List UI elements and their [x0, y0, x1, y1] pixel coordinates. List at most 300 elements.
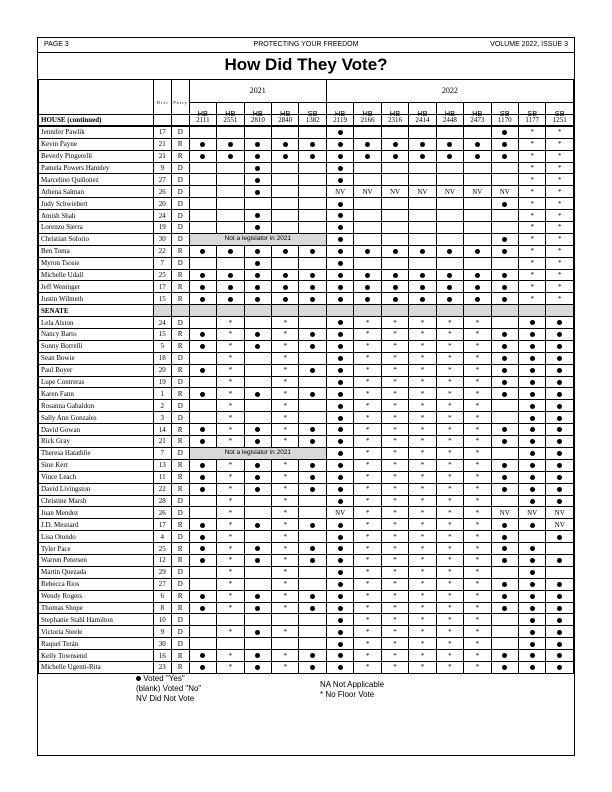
yes-dot-icon [228, 273, 233, 278]
vote-cell: * [381, 436, 408, 448]
vote-cell [299, 638, 326, 650]
legislator-name: Rosanna Gabaldon [39, 400, 154, 412]
vote-cell: * [272, 661, 299, 673]
vote-cell [546, 495, 574, 507]
vote-cell: * [518, 138, 545, 150]
party: R [171, 424, 189, 436]
yes-dot-icon [502, 237, 507, 242]
yes-dot-icon [447, 142, 452, 147]
party: R [171, 650, 189, 662]
vote-cell: NV [436, 186, 463, 198]
vote-cell: * [436, 412, 463, 424]
vote-cell [189, 400, 216, 412]
vote-cell [189, 519, 216, 531]
vote-cell: * [464, 364, 491, 376]
district: 30 [153, 638, 171, 650]
vote-cell [381, 257, 408, 269]
vote-cell [381, 293, 408, 305]
district: 10 [153, 614, 171, 626]
bill-type: SB [519, 103, 546, 126]
vote-cell [189, 578, 216, 590]
district: 1 [153, 388, 171, 400]
vote-cell [491, 436, 518, 448]
vote-cell: * [272, 543, 299, 555]
vote-cell: * [436, 436, 463, 448]
vote-cell: * [272, 519, 299, 531]
vote-cell [491, 614, 518, 626]
vote-cell [326, 317, 353, 329]
yes-dot-icon [338, 546, 343, 551]
vote-cell: * [381, 483, 408, 495]
year-2021-header: 2021 [189, 80, 326, 103]
vote-cell: * [272, 424, 299, 436]
vote-cell [272, 198, 299, 210]
district: 21 [153, 436, 171, 448]
vote-cell [299, 174, 326, 186]
vote-cell: * [354, 352, 381, 364]
vote-cell: * [354, 638, 381, 650]
bill-number: 2810 [244, 115, 271, 127]
yes-dot-icon [530, 546, 535, 551]
vote-cell [189, 507, 216, 519]
vote-cell [299, 352, 326, 364]
yes-dot-icon [228, 297, 233, 302]
yes-dot-icon [200, 332, 205, 337]
yes-dot-icon [338, 392, 343, 397]
district: 16 [153, 650, 171, 662]
district: 25 [153, 543, 171, 555]
yes-dot-icon [338, 344, 343, 349]
table-row [39, 590, 574, 602]
vote-cell [491, 340, 518, 352]
vote-cell: * [464, 638, 491, 650]
vote-cell [189, 198, 216, 210]
yes-dot-icon [255, 178, 260, 183]
yes-dot-icon [310, 285, 315, 290]
yes-dot-icon [502, 558, 507, 563]
yes-dot-icon [338, 249, 343, 254]
vote-cell [491, 412, 518, 424]
legend-yes: Voted "Yes" [136, 674, 201, 684]
vote-cell [409, 174, 436, 186]
vote-cell [189, 222, 216, 234]
yes-dot-icon [255, 439, 260, 444]
table-row [39, 483, 574, 495]
yes-dot-icon [338, 439, 343, 444]
legislator-name: David Livingston [39, 483, 154, 495]
vote-cell [217, 150, 244, 162]
vote-cell [244, 222, 271, 234]
table-row [39, 650, 574, 662]
vote-cell [326, 281, 353, 293]
yes-dot-icon [255, 297, 260, 302]
yes-dot-icon [557, 594, 562, 599]
vote-cell: * [217, 436, 244, 448]
vote-cell: * [464, 650, 491, 662]
vote-cell [244, 519, 271, 531]
yes-dot-icon [310, 154, 315, 159]
bill-type: SB [546, 103, 574, 126]
legend-na: NA Not Applicable [320, 680, 385, 689]
section-fill [217, 305, 244, 317]
vote-cell: * [272, 495, 299, 507]
vote-cell: * [272, 436, 299, 448]
vote-cell: * [409, 507, 436, 519]
vote-cell: * [217, 400, 244, 412]
vote-cell: * [217, 650, 244, 662]
district: 15 [153, 329, 171, 341]
newsletter-name: PROTECTING YOUR FREEDOM [253, 41, 359, 48]
yes-dot-icon [502, 356, 507, 361]
vote-cell: NV [546, 519, 574, 531]
vote-cell [189, 412, 216, 424]
table-row [39, 269, 574, 281]
vote-cell: * [464, 459, 491, 471]
vote-cell: * [354, 447, 381, 459]
vote-cell [436, 222, 463, 234]
yes-dot-icon [530, 499, 535, 504]
vote-cell: * [217, 507, 244, 519]
yes-dot-icon [530, 332, 535, 337]
volume-issue: VOLUME 2022, ISSUE 3 [490, 41, 568, 48]
vote-cell: * [381, 447, 408, 459]
vote-cell [244, 281, 271, 293]
vote-cell [244, 293, 271, 305]
party: D [171, 257, 189, 269]
district: 26 [153, 186, 171, 198]
table-row [39, 364, 574, 376]
yes-dot-icon [530, 463, 535, 468]
vote-cell [326, 519, 353, 531]
party: D [171, 376, 189, 388]
vote-cell: * [409, 590, 436, 602]
table-row [39, 626, 574, 638]
vote-cell [326, 126, 353, 138]
vote-cell: * [354, 650, 381, 662]
bill-type: HB [409, 103, 436, 126]
table-row [39, 186, 574, 198]
vote-cell: * [436, 578, 463, 590]
party: R [171, 150, 189, 162]
vote-cell [326, 554, 353, 566]
vote-cell [491, 126, 518, 138]
yes-dot-icon [502, 154, 507, 159]
district: 6 [153, 590, 171, 602]
section-fill [299, 305, 326, 317]
yes-dot-icon [310, 368, 315, 373]
yes-dot-icon [338, 582, 343, 587]
vote-cell [244, 661, 271, 673]
legislator-name: Martin Quezada [39, 566, 154, 578]
vote-cell [299, 459, 326, 471]
vote-cell: * [546, 174, 574, 186]
vote-cell [244, 174, 271, 186]
vote-cell [299, 590, 326, 602]
vote-cell [299, 543, 326, 555]
vote-cell [244, 400, 271, 412]
vote-cell: * [436, 424, 463, 436]
yes-dot-icon [255, 285, 260, 290]
vote-cell [546, 340, 574, 352]
yes-dot-icon [283, 154, 288, 159]
yes-dot-icon [200, 594, 205, 599]
vote-cell [491, 210, 518, 222]
vote-cell [518, 483, 545, 495]
vote-cell [299, 400, 326, 412]
yes-dot-icon [310, 249, 315, 254]
vote-cell: * [546, 233, 574, 245]
yes-dot-icon [310, 463, 315, 468]
party: D [171, 317, 189, 329]
vote-cell: * [272, 471, 299, 483]
vote-cell [326, 412, 353, 424]
legislator-name: Vince Leach [39, 471, 154, 483]
vote-cell [381, 138, 408, 150]
yes-dot-icon [530, 368, 535, 373]
yes-dot-icon [447, 285, 452, 290]
yes-dot-icon [338, 487, 343, 492]
vote-cell: * [381, 459, 408, 471]
vote-cell [244, 329, 271, 341]
vote-cell [491, 352, 518, 364]
vote-cell [326, 424, 353, 436]
vote-cell [244, 436, 271, 448]
yes-dot-icon [502, 463, 507, 468]
vote-cell [546, 483, 574, 495]
vote-cell [518, 412, 545, 424]
party: R [171, 519, 189, 531]
vote-cell [244, 210, 271, 222]
legislator-name: Rick Gray [39, 436, 154, 448]
vote-cell [381, 162, 408, 174]
yes-dot-icon [283, 249, 288, 254]
yes-dot-icon [557, 368, 562, 373]
vote-cell [217, 257, 244, 269]
legislator-name: Warren Petersen [39, 554, 154, 566]
yes-dot-icon [338, 154, 343, 159]
vote-cell: * [546, 186, 574, 198]
vote-cell [326, 210, 353, 222]
district: 27 [153, 174, 171, 186]
legislator-name: Marcelino Quiñonez [39, 174, 154, 186]
district: 24 [153, 317, 171, 329]
vote-cell: * [217, 471, 244, 483]
vote-cell [299, 554, 326, 566]
yes-dot-icon [502, 523, 507, 528]
yes-dot-icon [502, 535, 507, 540]
yes-dot-icon [200, 273, 205, 278]
yes-dot-icon [447, 154, 452, 159]
vote-cell [244, 566, 271, 578]
table-row [39, 388, 574, 400]
page-frame [37, 37, 575, 756]
vote-cell: * [409, 495, 436, 507]
vote-cell: * [409, 638, 436, 650]
yes-dot-icon [338, 618, 343, 623]
vote-cell [299, 376, 326, 388]
table-row [39, 412, 574, 424]
vote-cell [326, 566, 353, 578]
vote-cell: * [381, 412, 408, 424]
vote-cell: * [546, 293, 574, 305]
vote-cell [244, 471, 271, 483]
yes-dot-icon [338, 320, 343, 325]
vote-cell: NV [381, 186, 408, 198]
vote-cell [546, 412, 574, 424]
vote-cell [244, 531, 271, 543]
vote-cell [464, 293, 491, 305]
yes-dot-icon [502, 546, 507, 551]
vote-cell: * [217, 590, 244, 602]
vote-cell [244, 459, 271, 471]
vote-cell [244, 162, 271, 174]
section-fill [326, 305, 353, 317]
yes-dot-icon [338, 463, 343, 468]
vote-cell [491, 554, 518, 566]
vote-cell: * [381, 531, 408, 543]
vote-cell: * [409, 329, 436, 341]
vote-cell: * [464, 519, 491, 531]
vote-cell: * [354, 578, 381, 590]
yes-dot-icon [557, 416, 562, 421]
yes-dot-icon [338, 404, 343, 409]
yes-dot-icon [255, 606, 260, 611]
yes-dot-icon [338, 570, 343, 575]
party: D [171, 162, 189, 174]
table-row [39, 459, 574, 471]
vote-cell [491, 495, 518, 507]
vote-cell [491, 661, 518, 673]
yes-dot-icon [420, 297, 425, 302]
yes-dot-icon [365, 142, 370, 147]
vote-cell [354, 150, 381, 162]
yes-dot-icon [530, 487, 535, 492]
vote-cell [518, 459, 545, 471]
vote-cell: * [409, 436, 436, 448]
vote-cell: * [217, 495, 244, 507]
vote-cell [491, 364, 518, 376]
vote-cell: * [546, 150, 574, 162]
vote-cell: * [272, 626, 299, 638]
bill-type: HB [271, 103, 298, 126]
yes-dot-icon [310, 439, 315, 444]
yes-dot-icon [338, 630, 343, 635]
vote-cell: * [381, 566, 408, 578]
legislator-name: David Gowan [39, 424, 154, 436]
vote-cell [518, 400, 545, 412]
yes-dot-icon [310, 332, 315, 337]
yes-dot-icon [255, 475, 260, 480]
yes-dot-icon [338, 523, 343, 528]
vote-cell [244, 126, 271, 138]
table-row [39, 578, 574, 590]
vote-cell: * [546, 162, 574, 174]
vote-cell: * [409, 519, 436, 531]
yes-dot-icon [255, 558, 260, 563]
bill-number: 2448 [436, 115, 463, 127]
vote-cell [546, 602, 574, 614]
yes-dot-icon [338, 285, 343, 290]
vote-cell [464, 174, 491, 186]
vote-cell: * [381, 578, 408, 590]
vote-cell: NV [491, 186, 518, 198]
yes-dot-icon [310, 142, 315, 147]
vote-cell: * [464, 447, 491, 459]
vote-cell: * [436, 400, 463, 412]
yes-dot-icon [502, 380, 507, 385]
vote-cell [244, 352, 271, 364]
vote-cell: * [381, 424, 408, 436]
yes-dot-icon [557, 535, 562, 540]
yes-dot-icon [338, 237, 343, 242]
vote-cell [546, 459, 574, 471]
vote-cell: * [546, 281, 574, 293]
vote-cell [244, 483, 271, 495]
yes-dot-icon [255, 166, 260, 171]
vote-cell: * [409, 364, 436, 376]
legislator-name: Christian Solorio [39, 233, 154, 245]
yes-dot-icon [200, 344, 205, 349]
vote-cell: * [381, 554, 408, 566]
vote-cell: * [464, 317, 491, 329]
yes-dot-icon [255, 213, 260, 218]
yes-dot-icon [255, 487, 260, 492]
party: R [171, 388, 189, 400]
vote-cell [381, 269, 408, 281]
vote-cell: * [464, 400, 491, 412]
yes-dot-icon [557, 451, 562, 456]
vote-cell [189, 162, 216, 174]
table-row [39, 198, 574, 210]
vote-cell [436, 126, 463, 138]
legislator-name: Athena Salman [39, 186, 154, 198]
vote-cell: * [436, 554, 463, 566]
section-fill [546, 305, 574, 317]
yes-dot-icon [475, 297, 480, 302]
vote-cell [189, 602, 216, 614]
vote-cell: * [217, 566, 244, 578]
vote-cell: * [409, 661, 436, 673]
yes-dot-icon [255, 225, 260, 230]
yes-dot-icon [255, 653, 260, 658]
legislator-name: Michelle Ugenti-Rita [39, 661, 154, 673]
vote-cell [326, 376, 353, 388]
vote-cell [436, 138, 463, 150]
yes-dot-icon [200, 487, 205, 492]
vote-cell: * [464, 602, 491, 614]
vote-cell [299, 614, 326, 626]
vote-cell: * [464, 566, 491, 578]
table-row [39, 138, 574, 150]
table-row [39, 471, 574, 483]
bill-type: HB [354, 103, 381, 126]
vote-cell [326, 650, 353, 662]
vote-cell: * [217, 317, 244, 329]
vote-cell: * [409, 424, 436, 436]
vote-cell [272, 293, 299, 305]
vote-cell: * [381, 400, 408, 412]
vote-cell [326, 614, 353, 626]
vote-cell: * [381, 661, 408, 673]
district: 20 [153, 198, 171, 210]
vote-cell [381, 174, 408, 186]
section-fill [189, 305, 216, 317]
yes-dot-icon [502, 273, 507, 278]
yes-dot-icon [200, 427, 205, 432]
vote-cell: * [464, 531, 491, 543]
yes-dot-icon [502, 439, 507, 444]
yes-dot-icon [475, 273, 480, 278]
